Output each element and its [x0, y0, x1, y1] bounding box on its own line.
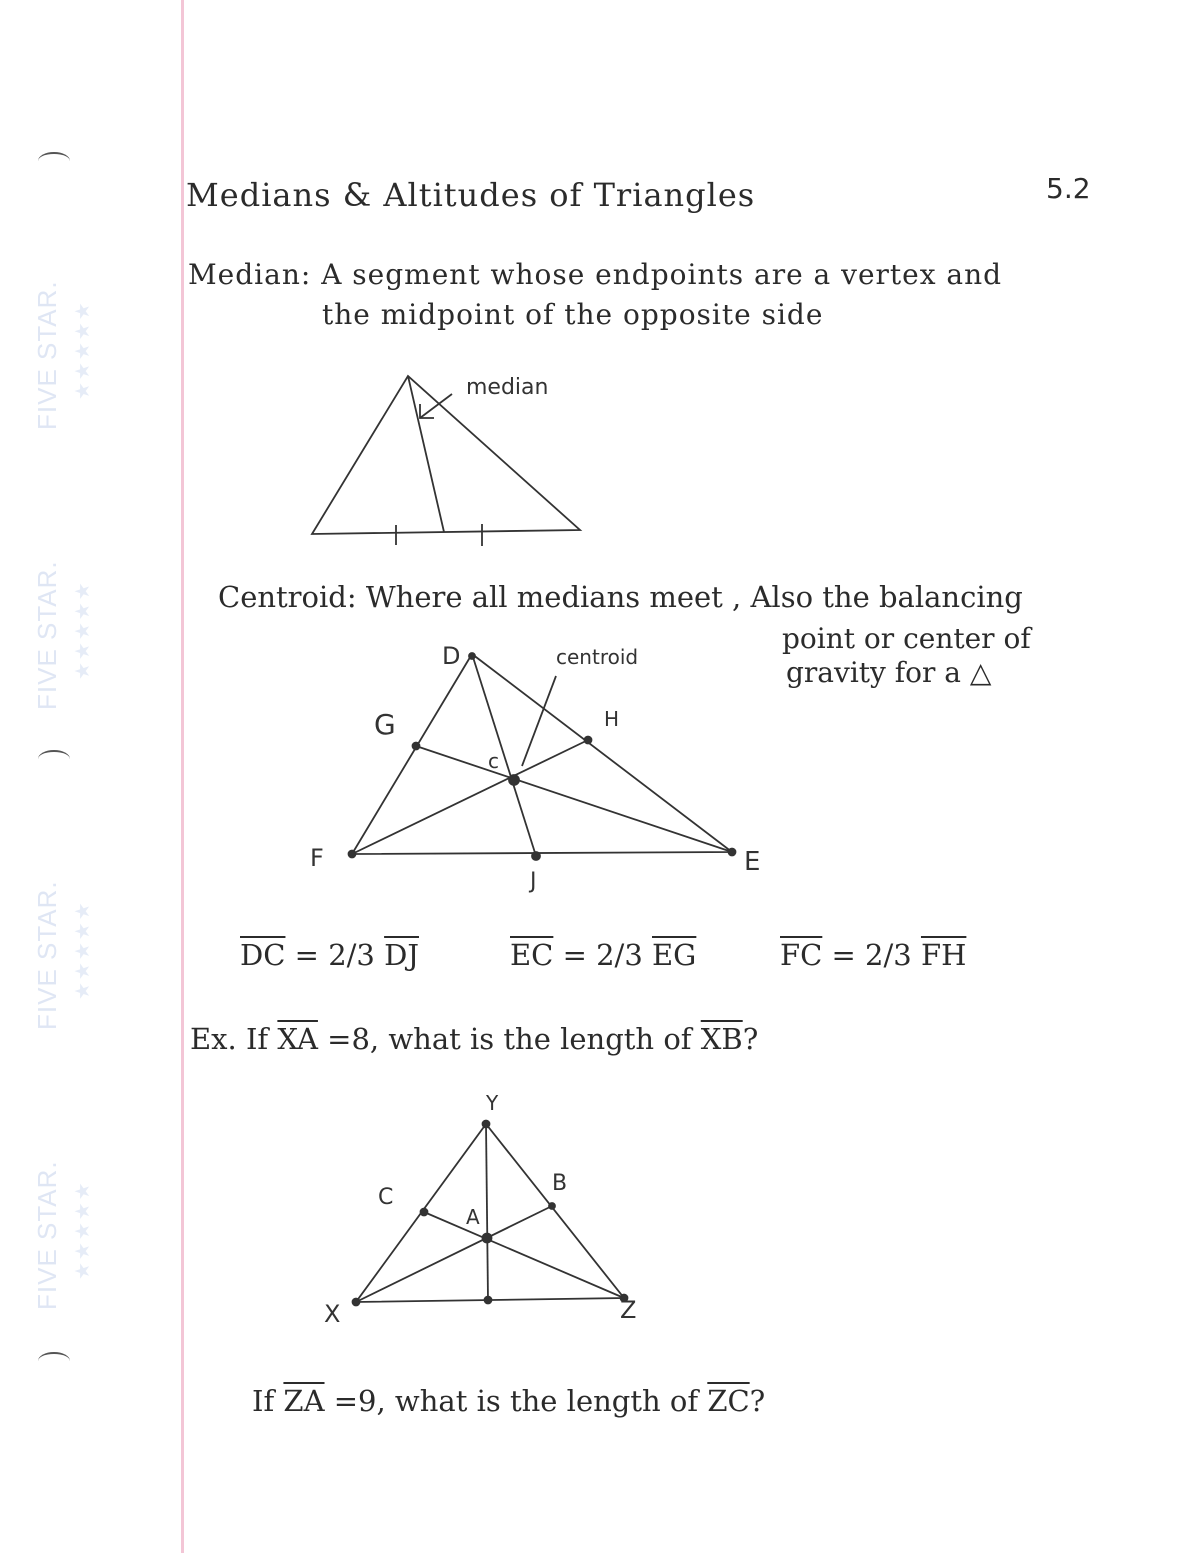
point-base-midpoint: [485, 1297, 492, 1304]
ratio-text: = 2/3: [553, 938, 652, 972]
label-d: D: [442, 642, 461, 670]
brand-text: FIVE STAR.: [32, 880, 62, 1030]
median-eg: [416, 746, 732, 852]
segment-label: $\overline{ZC}$: [707, 1384, 750, 1418]
label-z: Z: [620, 1296, 637, 1324]
centroid-definition-line2: point or center of: [782, 622, 1031, 655]
ratio-text: = 2/3: [285, 938, 385, 972]
centroid-definition-text: Where all medians meet , Also the balancing: [365, 580, 1023, 614]
label-a: A: [466, 1205, 480, 1229]
label-x: X: [324, 1300, 341, 1328]
question-text: =8, what is the length of: [317, 1022, 701, 1056]
centroid-label: centroid: [556, 645, 639, 669]
question-mark: ?: [742, 1022, 759, 1056]
segment-label: $\overline{FC}$: [780, 938, 823, 972]
brand-text: FIVE STAR.: [32, 560, 62, 710]
median-fh: [352, 740, 588, 854]
median-definition-line2: the midpoint of the opposite side: [322, 298, 824, 331]
point-j: [532, 852, 540, 860]
label-g: G: [374, 708, 396, 741]
median-term: Median:: [188, 258, 312, 291]
example-diagram: [324, 1091, 636, 1328]
label-c: c: [488, 749, 499, 773]
ratio-text: = 2/3: [822, 938, 921, 972]
point-a: [483, 1234, 492, 1243]
question-mark: ?: [749, 1384, 766, 1418]
median-y: [486, 1124, 488, 1300]
segment-label: $\overline{FH}$: [920, 938, 967, 972]
brand-text: FIVE STAR.: [32, 1160, 62, 1310]
segment-label: $\overline{EC}$: [510, 938, 554, 972]
label-j: J: [530, 869, 537, 894]
centroid-diagram: [310, 642, 760, 894]
brand-stars: ★★★★★: [70, 580, 94, 680]
point-h: [585, 737, 592, 744]
page-title: Medians & Altitudes of Triangles: [186, 176, 756, 214]
segment-label: $\overline{DJ}$: [384, 938, 419, 972]
centroid-term: Centroid:: [218, 580, 357, 614]
centroid-triangle: [352, 654, 732, 854]
point-g: [413, 743, 420, 750]
label-c: C: [378, 1185, 394, 1210]
label-b: B: [552, 1171, 568, 1196]
median-pointer-arrow: [420, 394, 452, 418]
median-segment: [408, 376, 444, 532]
point-c: [509, 775, 519, 785]
point-y: [483, 1121, 490, 1128]
brand-stars: ★★★★★: [70, 1180, 94, 1280]
segment-label: $\overline{EG}$: [652, 938, 697, 972]
segment-label: $\overline{ZA}$: [283, 1384, 325, 1418]
point-c: [421, 1209, 428, 1216]
label-f: F: [310, 844, 324, 872]
segment-label: $\overline{XA}$: [277, 1022, 318, 1056]
section-number: 5.2: [1046, 172, 1091, 205]
median-diagram: [312, 375, 580, 546]
label-e: E: [744, 847, 761, 877]
median-label: median: [466, 375, 549, 400]
point-e: [729, 849, 736, 856]
segment-label: $\overline{DC}$: [240, 938, 286, 972]
segment-label: $\overline{XB}$: [700, 1022, 743, 1056]
centroid-pointer-arrow: [522, 676, 556, 766]
brand-stars: ★★★★★: [70, 900, 94, 1000]
example-triangle: [356, 1124, 624, 1302]
centroid-definition-line3: gravity for a △: [786, 656, 992, 689]
question-text: If: [252, 1384, 284, 1418]
label-y: Y: [486, 1091, 499, 1115]
brand-text: FIVE STAR.: [32, 280, 62, 430]
question-text: =9, what is the length of: [324, 1384, 708, 1418]
point-x: [353, 1299, 360, 1306]
point-d: [469, 653, 475, 659]
brand-stars: ★★★★★: [70, 300, 94, 400]
point-f: [349, 851, 356, 858]
label-h: H: [604, 707, 620, 731]
point-b: [549, 1203, 555, 1209]
question-text: Ex. If: [190, 1022, 278, 1056]
median-definition-text: A segment whose endpoints are a vertex and: [321, 258, 1003, 291]
